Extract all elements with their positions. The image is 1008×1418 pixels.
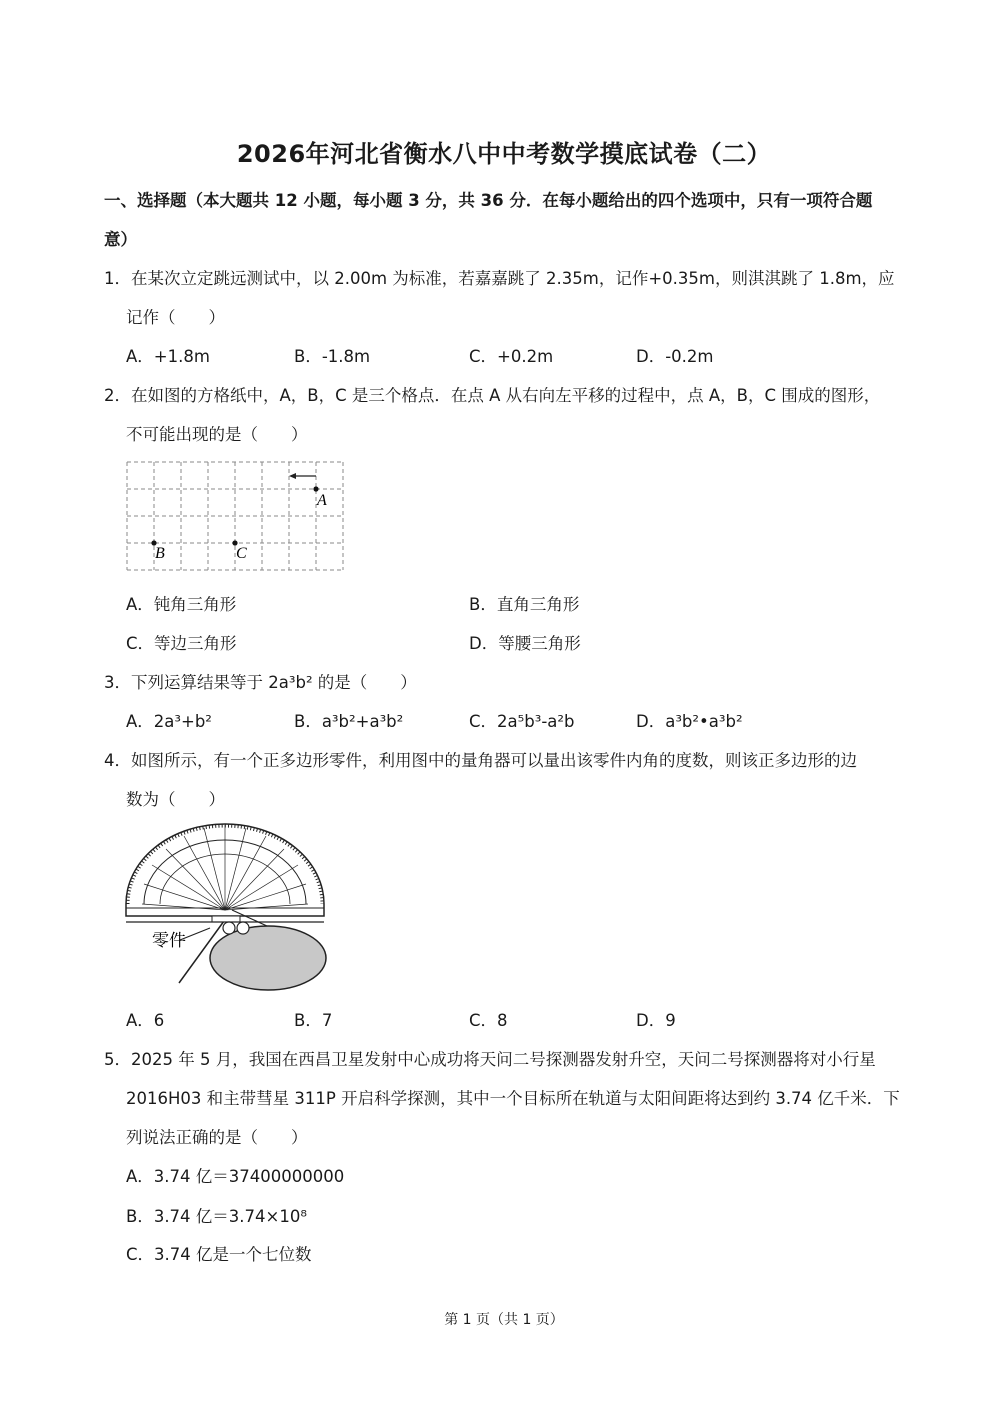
section-heading: 一、选择题（本大题共 12 小题，每小题 3 分，共 36 分．在每小题给出的四个选项中，只有一项符合题 [104,191,873,210]
question-2-text: 2．在如图的方格纸中，A，B，C 是三个格点．在点 A 从右向左平移的过程中，点 A，B，C 围成的图形， [104,386,881,405]
q1-option-c: C．+0.2m [469,347,554,366]
question-4-text-cont: 数为（ ） [126,790,225,809]
part-label: 零件 [152,931,186,950]
question-3-text: 3．下列运算结果等于 2a³b² 的是（ ） [104,673,417,692]
q5-option-b: B．3.74 亿＝3.74×10⁸ [126,1207,307,1226]
q4-option-c: C．8 [469,1011,508,1030]
q4-option-b: B．7 [294,1011,333,1030]
page-title: 2026年河北省衡水八中中考数学摸底试卷（二） [236,140,772,168]
question-5-text-cont-2: 列说法正确的是（ ） [126,1128,308,1147]
q3-option-b: B．a³b²+a³b² [294,712,404,731]
point-a [313,486,318,491]
q1-option-a: A．+1.8m [126,347,210,366]
label-a: A [317,492,327,509]
q3-option-a: A．2a³+b² [126,712,212,731]
label-c: C [236,545,247,562]
question-5-text-cont-1: 2016H03 和主带彗星 311P 开启科学探测，其中一个目标所在轨道与太阳间距将达到约 3.74 亿千米．下 [126,1089,900,1108]
question-1-text-cont: 记作（ ） [126,308,225,327]
page-footer: 第 1 页（共 1 页） [444,1312,564,1328]
q2-option-b: B．直角三角形 [469,595,580,614]
grid-figure [124,458,346,574]
question-4-text: 4．如图所示，有一个正多边形零件，利用图中的量角器可以量出该零件内角的度数，则该正多边形的边 [104,751,857,770]
section-heading-cont: 意） [104,230,137,249]
part-shape [210,926,326,990]
left-arrow-icon [289,473,316,479]
q4-option-a: A．6 [126,1011,165,1030]
question-2-text-cont: 不可能出现的是（ ） [126,425,308,444]
q5-option-a: A．3.74 亿＝37400000000 [126,1167,345,1186]
question-1-text: 1．在某次立定跳远测试中，以 2.00m 为标准，若嘉嘉跳了 2.35m，记作+0.35m，则淇淇跳了 1.8m，应 [104,269,895,288]
q4-option-d: D．9 [636,1011,676,1030]
question-5-text: 5．2025 年 5 月，我国在西昌卫星发射中心成功将天问二号探测器发射升空，天问二号探测器将对小行星 [104,1050,876,1069]
protractor-figure [122,818,332,994]
q5-option-c: C．3.74 亿是一个七位数 [126,1245,312,1264]
q1-option-b: B．-1.8m [294,347,371,366]
q3-option-d: D．a³b²•a³b² [636,712,743,731]
q2-option-d: D．等腰三角形 [469,634,581,653]
q2-option-c: C．等边三角形 [126,634,237,653]
q2-option-a: A．钝角三角形 [126,595,237,614]
q3-option-c: C．2a⁵b³-a²b [469,712,575,731]
q1-option-d: D．-0.2m [636,347,714,366]
label-b: B [155,545,165,562]
